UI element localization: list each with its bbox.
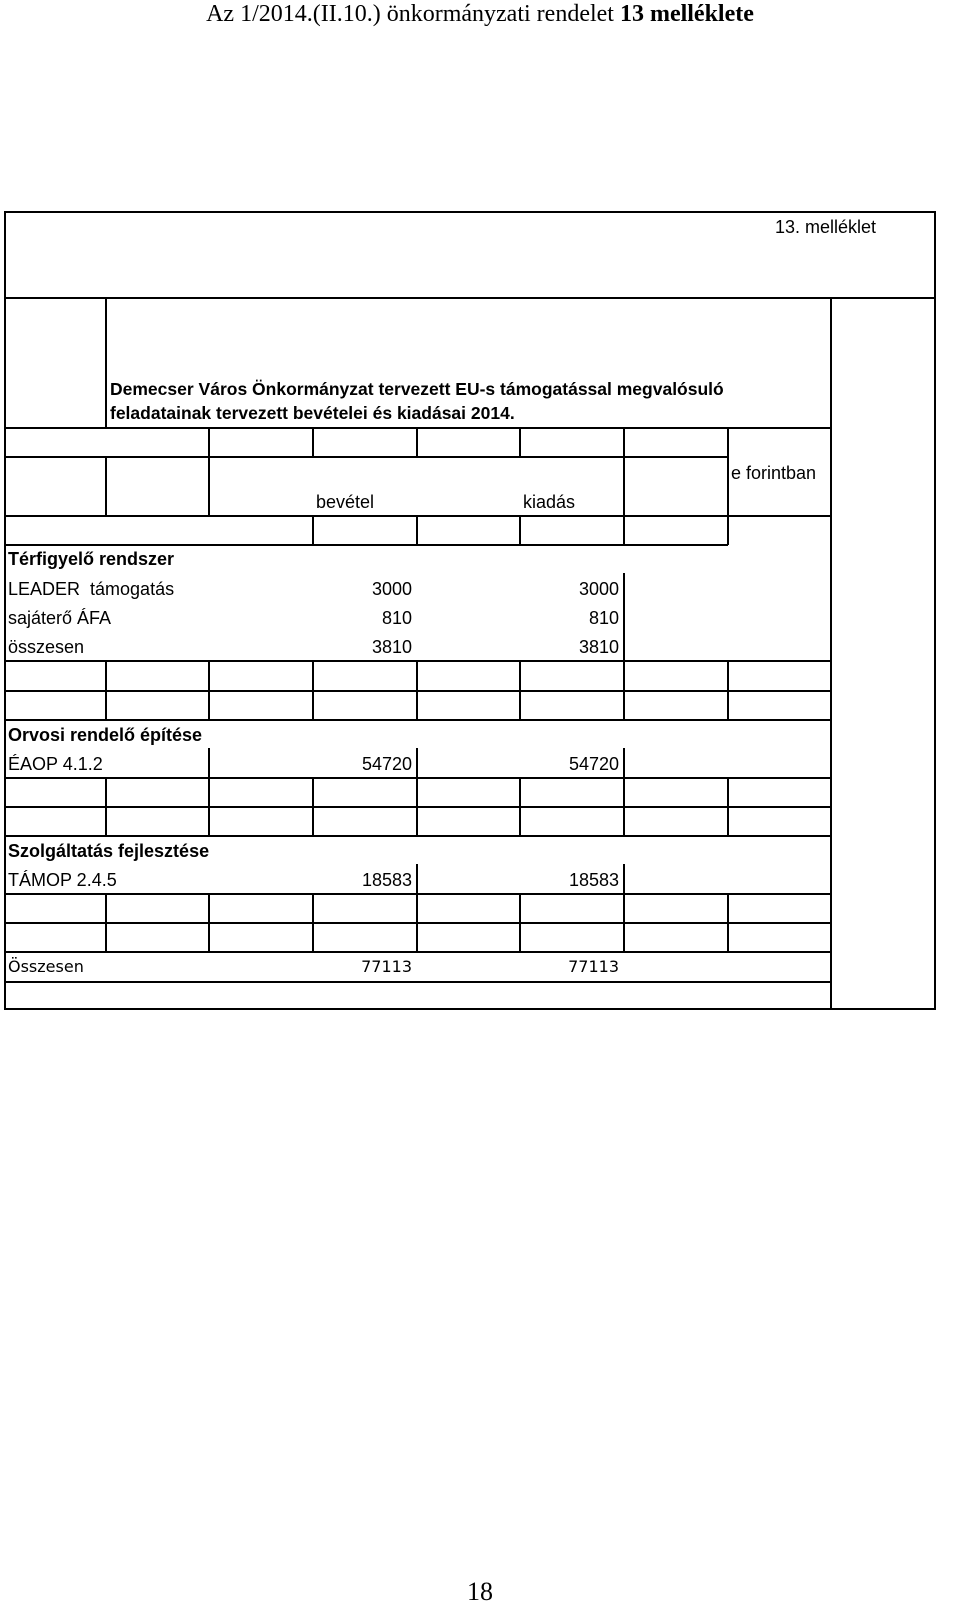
col-line <box>105 660 107 720</box>
row-line <box>4 456 728 458</box>
col-line <box>519 427 521 457</box>
col-line <box>519 660 521 720</box>
row-line <box>4 922 832 924</box>
document-header <box>0 0 960 30</box>
row-line <box>4 297 936 299</box>
row-income: 18583 <box>361 870 412 890</box>
col-line <box>312 427 314 457</box>
row-income: 3810 <box>371 637 412 657</box>
col-line <box>623 427 625 545</box>
section-title: Szolgáltatás fejlesztése <box>8 841 210 861</box>
col-line <box>623 573 625 720</box>
col-line <box>312 515 314 545</box>
col-line <box>623 864 625 952</box>
row-expense: 810 <box>588 608 619 628</box>
col-line <box>830 297 832 1008</box>
table-title-line2: feladatainak tervezett bevételei és kiadásai 2014. <box>110 403 515 423</box>
table-border-bottom <box>4 1008 936 1010</box>
col-line <box>312 777 314 836</box>
col-line <box>416 515 418 545</box>
row-line <box>4 544 728 546</box>
unit-label: e forintban <box>731 463 817 483</box>
row-line <box>4 427 832 429</box>
row-line <box>4 806 832 808</box>
total-income: 77113 <box>361 957 412 976</box>
row-label: sajáterő ÁFA <box>8 608 112 628</box>
total-expense: 77113 <box>568 957 619 976</box>
col-line <box>416 660 418 720</box>
table-border-top <box>4 211 936 213</box>
row-expense: 3000 <box>578 579 619 599</box>
col-line <box>727 777 729 836</box>
total-label: Összesen <box>8 957 84 976</box>
col-line <box>519 515 521 545</box>
row-line <box>4 981 832 983</box>
col-line <box>727 660 729 720</box>
section-title: Orvosi rendelő építése <box>8 725 203 745</box>
expense-column-header: kiadás <box>523 492 576 512</box>
row-line <box>4 690 832 692</box>
col-line <box>727 427 729 545</box>
col-line <box>416 427 418 457</box>
table-title-line1: Demecser Város Önkormányzat tervezett EU-s támogatással megvalósuló <box>110 379 724 399</box>
col-line <box>105 893 107 952</box>
col-line <box>312 893 314 952</box>
header-suffix: 13 melléklete <box>619 1 754 27</box>
row-expense: 54720 <box>568 754 619 774</box>
col-line <box>105 777 107 836</box>
row-line <box>4 893 832 895</box>
col-line <box>416 864 418 952</box>
row-label: összesen <box>8 637 85 657</box>
row-line <box>4 719 832 721</box>
row-expense: 18583 <box>568 870 619 890</box>
row-income: 54720 <box>361 754 412 774</box>
table-border-left <box>4 211 6 1010</box>
col-line <box>519 893 521 952</box>
table-border-right <box>934 211 936 1010</box>
col-line <box>208 427 210 516</box>
col-line <box>208 660 210 720</box>
col-line <box>105 297 107 428</box>
row-expense: 3810 <box>578 637 619 657</box>
annex-label: 13. melléklet <box>775 217 877 237</box>
row-line <box>4 951 832 953</box>
col-line <box>519 777 521 836</box>
row-label: LEADER támogatás <box>8 579 175 599</box>
section-title: Térfigyelő rendszer <box>8 549 175 569</box>
col-line <box>727 893 729 952</box>
col-line <box>208 893 210 952</box>
col-line <box>208 748 210 836</box>
row-income: 3000 <box>371 579 412 599</box>
page-number: 18 <box>467 1577 493 1606</box>
col-line <box>416 748 418 836</box>
col-line <box>312 660 314 720</box>
row-label: ÉAOP 4.1.2 <box>8 754 103 774</box>
row-income: 810 <box>381 608 412 628</box>
income-column-header: bevétel <box>316 492 375 512</box>
col-line <box>623 748 625 836</box>
row-label: TÁMOP 2.4.5 <box>8 870 117 890</box>
header-prefix: Az 1/2014.(II.10.) önkormányzati rendelet <box>206 1 614 27</box>
row-line <box>4 660 832 662</box>
row-line <box>4 515 832 517</box>
col-line <box>105 456 107 516</box>
row-line <box>4 777 832 779</box>
row-line <box>4 835 832 837</box>
